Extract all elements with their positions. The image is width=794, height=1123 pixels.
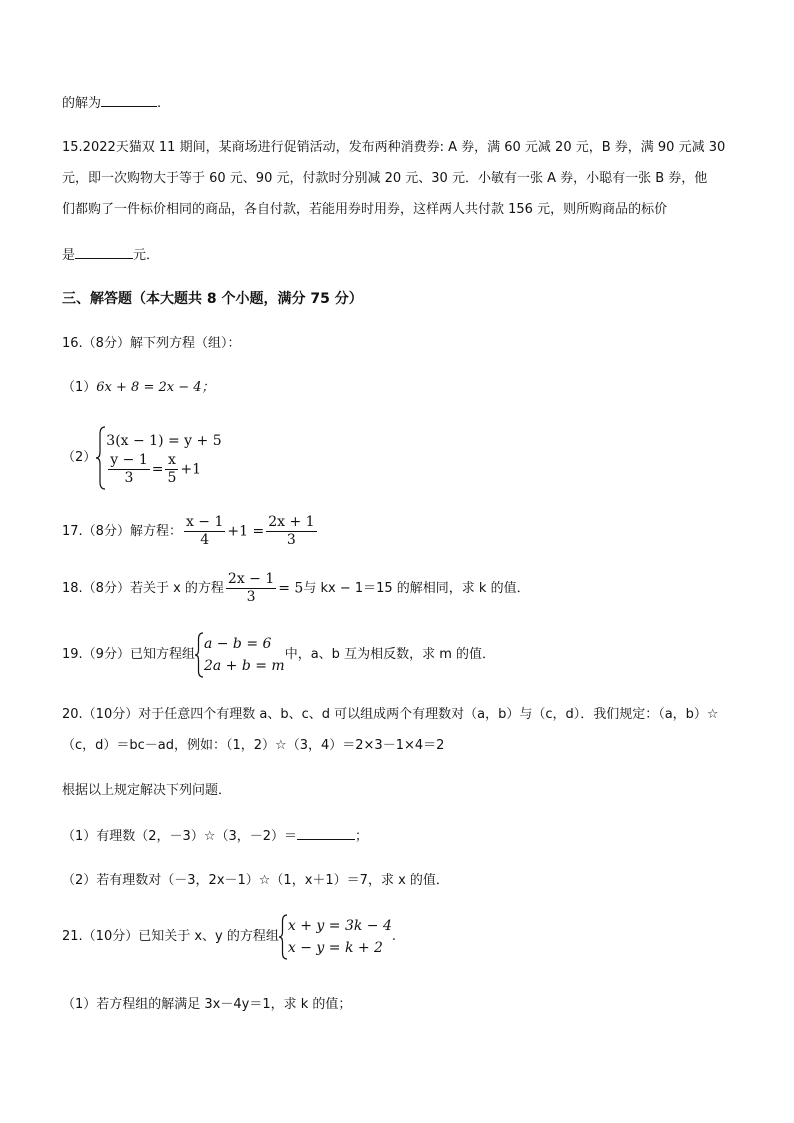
q16-part-1: （1）6x + 8 = 2x − 4；: [62, 380, 215, 395]
left-brace-icon: [195, 632, 204, 678]
q17-line: 17.（8分）解方程： $\frac{x - 1}{4}$ +1 = $\frac{2x + 1}{3}$: [62, 514, 319, 549]
q15-line-4: 是 元．: [62, 248, 160, 263]
fraction-left: $\frac{y - 1}{3}$: [110, 451, 148, 486]
q19-system: a − b = 6 2a + b = m: [203, 636, 285, 674]
q18-equation: $\frac{2x - 1}{3}$ = 5: [227, 571, 304, 605]
q20-line-1: 20.（10分）对于任意四个有理数 a、b、c、d 可以组成两个有理数对（a，b）与（c，d）．我们规定：（a，b）☆: [62, 707, 719, 722]
q20-line-2: （c，d）＝bc－ad，例如：（1，2）☆（3，4）＝2×3－1×4＝2: [62, 738, 445, 753]
q15-line-1: 15.2022天猫双 11 期间，某商场进行促销活动，发布两种消费券: A 券，满 60 元减 20 元，B 券，满 90 元减 30: [62, 140, 726, 155]
q14-text: 的解为: [62, 96, 102, 111]
q16-system: [106, 430, 221, 487]
q20-part-1: （1）有理数（2，－3）☆（3，－2）＝ ；: [62, 829, 369, 844]
q17-equation: $\frac{x - 1}{4}$ +1 = $\frac{2x + 1}{3}$: [185, 514, 315, 548]
q14-answer-blank: [101, 94, 157, 107]
q15-line-2: 元，即一次购物大于等于 60 元、90 元，付款时分别减 20 元、30 元．小敏有一张 A 券，小聪有一张 B 券，他: [62, 171, 708, 186]
q14-line: 的解为 .: [62, 96, 162, 111]
q15-answer-blank: [75, 246, 133, 259]
q16-part-2: （2） 3(x − 1) = y + 5 $\frac{y - 1}{3}$ = $\frac{x}{5}$ +1: [62, 426, 222, 490]
q16-system-row-2: $\frac{y - 1}{3}$ = $\frac{x}{5}$ +1: [110, 451, 202, 486]
q16-part-1-equation: 6x + 8 = 2x − 4；: [96, 380, 215, 395]
q21-part-1: （1）若方程组的解满足 3x－4y＝1，求 k 的值；: [62, 997, 352, 1012]
q20-answer-blank: [297, 827, 355, 840]
q20-line-3: 根据以上规定解决下列问题．: [62, 783, 232, 798]
q21-line: 21.（10分）已知关于 x、y 的方程组 x + y = 3k − 4 x − y = k + 2 .: [62, 914, 396, 960]
q15-line-3: 们都购了一件标价相同的商品，各自付款，若能用券时用券，这样两人共付款 156 元，则所购商品的标价: [62, 202, 668, 217]
left-brace-icon: [96, 426, 106, 490]
q16-system-row-1: 3(x − 1) = y + 5: [106, 432, 222, 449]
q16-head: 16.（8分）解下列方程（组）：: [62, 336, 241, 351]
q18-line: 18.（8分）若关于 x 的方程 $\frac{2x - 1}{3}$ = 5与 kx − 1＝15 的解相同，求 k 的值．: [62, 571, 530, 605]
fraction-right: $\frac{x}{5}$: [167, 451, 177, 486]
left-brace-icon: [279, 914, 288, 960]
q20-part-2: （2）若有理数对（－3，2x－1）☆（1，x＋1）＝7，求 x 的值．: [62, 873, 449, 888]
section-3-heading: 三、解答题（本大题共 8 个小题，满分 75 分）: [62, 291, 363, 307]
q21-system: x + y = 3k − 4 x − y = k + 2: [287, 918, 392, 956]
q19-line: 19.（9分）已知方程组 a − b = 6 2a + b = m 中，a、b 互为相反数，求 m 的值．: [62, 632, 495, 678]
